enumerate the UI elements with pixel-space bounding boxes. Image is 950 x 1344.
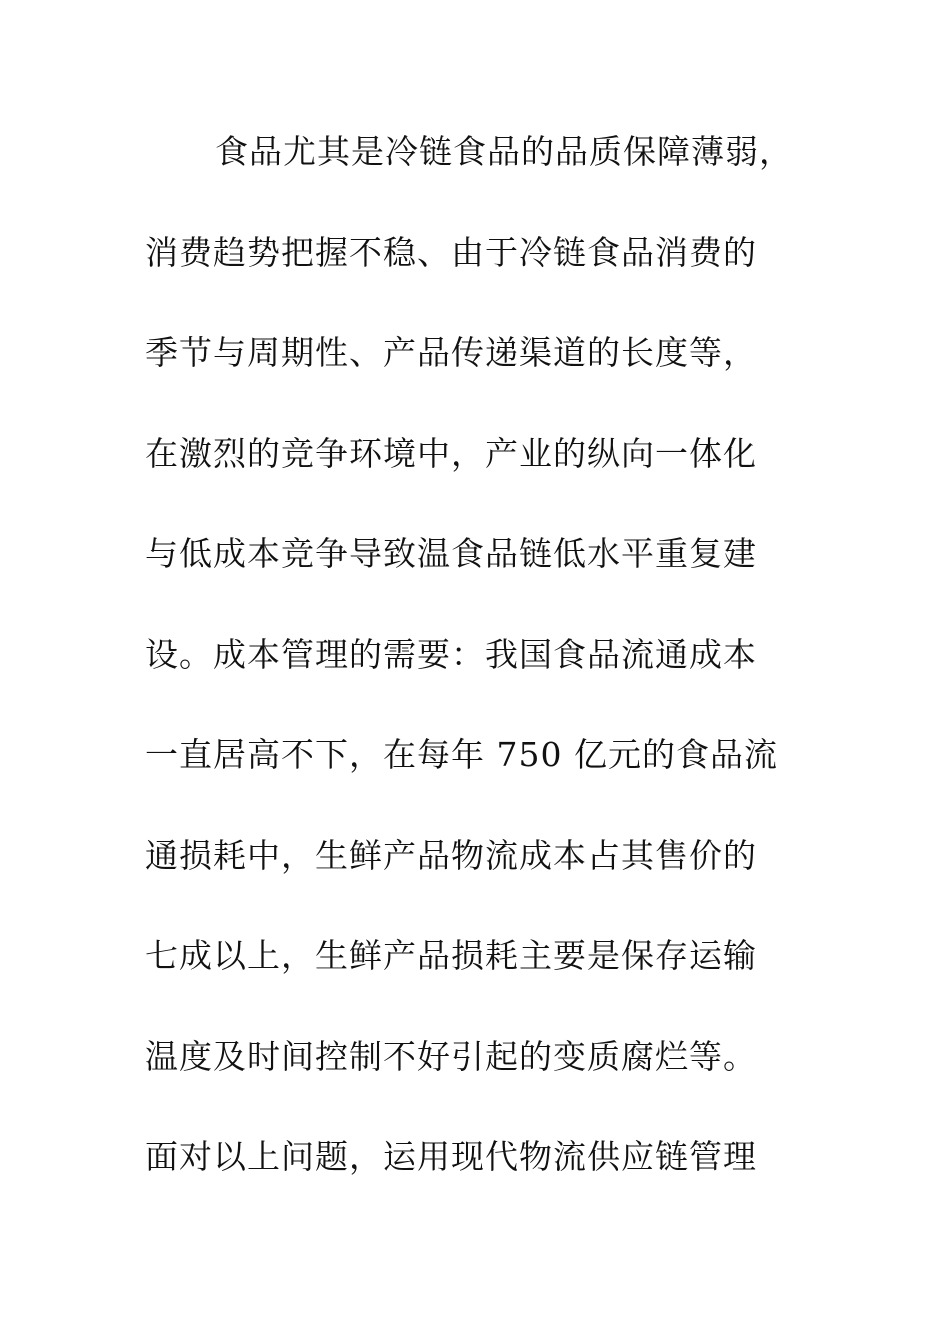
text-line: 在激烈的竞争环境中，产业的纵向一体化	[145, 433, 757, 473]
text-line: 食品尤其是冷链食品的品质保障薄弱，	[215, 132, 793, 171]
text-line: 七成以上，生鲜产品损耗主要是保存运输	[145, 936, 757, 975]
text-line: 消费趋势把握不稳、由于冷链食品消费的	[145, 232, 757, 272]
text-line: 与低成本竞争导致温食品链低水平重复建	[145, 534, 757, 573]
text-line: 温度及时间控制不好引起的变质腐烂等。	[145, 1036, 757, 1076]
text-line: 面对以上问题，运用现代物流供应链管理	[145, 1137, 757, 1176]
text-line: 通损耗中，生鲜产品物流成本占其售价的	[145, 835, 757, 875]
text-line: 一直居高不下，在每年 750 亿元的食品流	[145, 735, 778, 774]
text-line: 设。成本管理的需要：我国食品流通成本	[145, 634, 757, 674]
text-line: 季节与周期性、产品传递渠道的长度等，	[145, 333, 757, 372]
body-paragraph	[145, 122, 805, 1228]
